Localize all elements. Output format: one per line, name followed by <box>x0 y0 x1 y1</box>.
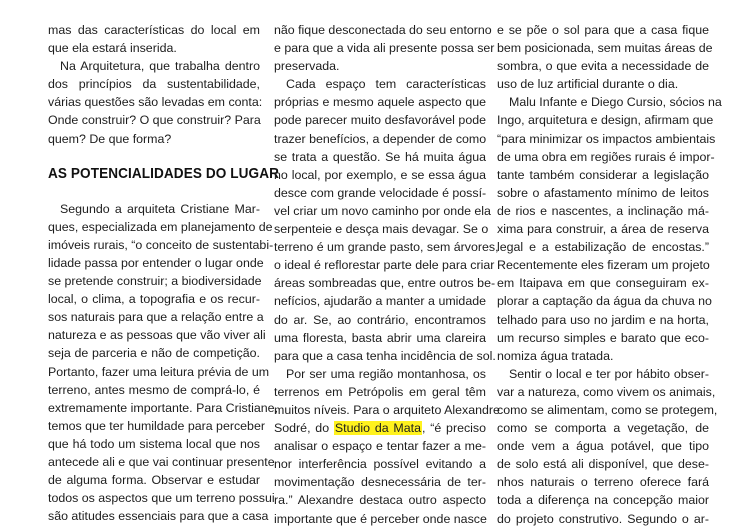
section-spacer <box>48 148 260 162</box>
paragraph <box>48 200 279 526</box>
text-line: natureza e as pessoas que vão viver ali <box>48 328 266 343</box>
text-line: var a natureza, como vivem os animais, <box>497 384 716 399</box>
text-line: se pretende construir; a biodiversidade <box>48 274 262 289</box>
text-line: lidade passa por entender o lugar onde <box>48 255 264 270</box>
text-line: que há todo um sistema local que nos <box>48 436 260 451</box>
text-line: Segundo a arquiteta Cristiane Mar- <box>60 201 260 216</box>
text-line: Cada espaço tem características <box>286 77 486 92</box>
paragraph <box>48 57 263 147</box>
line-text: Sodré, do <box>274 421 334 436</box>
text-line: do ar. Se, ao contrário, encontramos <box>274 312 486 327</box>
text-line: ra.” Alexandre destaca outro aspecto <box>274 493 486 508</box>
text-line: onde vem a água potável, que tipo <box>497 439 709 454</box>
text-line: sos naturais para que a relação entre a <box>48 310 264 325</box>
text-line: de solo está ali disponível, que dese- <box>497 457 709 472</box>
text-line: movimentação desnecessária de ter- <box>274 475 486 490</box>
section-heading: AS POTENCIALIDADES DO LUGAR <box>48 165 279 182</box>
text-line: nomiza água tratada. <box>497 348 614 363</box>
text-line: Na Arquitetura, que trabalha dentro <box>60 59 260 74</box>
text-line: serpenteie e desça mais devagar. Se o <box>274 222 489 237</box>
text-line: dos princípios da sustentabilidade, <box>48 77 260 92</box>
text-line: preservada. <box>274 59 340 74</box>
text-line: toda a diferença na concepção maior <box>497 493 709 508</box>
text-line: importante que é perceber onde nasce <box>274 511 487 526</box>
text-line: Portanto, fazer uma leitura prévia de um <box>48 364 270 379</box>
text-line: Por ser uma região montanhosa, os <box>286 366 486 381</box>
text-line: nhos naturais o terreno oferece fará <box>497 475 709 490</box>
text-line: próprias e mesmo aquele aspecto que <box>274 95 486 110</box>
text-line: telhado para uso no jardim e na horta, <box>497 312 709 327</box>
paragraph <box>497 21 713 93</box>
text-line: mas das características do local em <box>48 23 260 37</box>
text-line: pode parecer muito desfavorável pode <box>274 113 486 128</box>
paragraph <box>497 93 722 364</box>
text-line: como se comporta a vegetação, de <box>497 421 709 436</box>
text-line: uma floresta, basta abrir uma clareira <box>274 330 486 345</box>
text-line: sombra, o que evita a necessidade de <box>497 59 709 74</box>
text-line: de alguma forma. Observar e estudar <box>48 473 260 488</box>
text-line: são atitudes essenciais para que a casa <box>48 509 269 524</box>
text-line: nefícios, ajudarão a manter a umidade <box>274 294 486 309</box>
paragraph <box>274 365 500 528</box>
paragraph <box>48 21 260 57</box>
text-line: que ela estará inserida. <box>48 41 177 56</box>
text-line <box>274 419 486 437</box>
text-line: e se põe o sol para que a casa fique <box>497 23 709 37</box>
text-line: legal e a estabilização de encostas.” <box>497 240 709 255</box>
text-line: temos que ter humildade para perceber <box>48 418 265 433</box>
text-column-1 <box>48 21 279 525</box>
text-line: tante também considerar a legislação <box>497 167 709 182</box>
highlighted-studio-name: Studio da Mata <box>334 421 421 436</box>
text-line: em Itaipava em que conseguiram ex- <box>497 276 709 291</box>
paragraph <box>274 75 499 365</box>
text-line: uso de luz artificial durante o dia. <box>497 77 679 92</box>
text-line: antecede ali e que vai continuar presente <box>48 454 275 469</box>
text-line: terrenos em Petrópolis em geral têm <box>274 384 486 399</box>
text-line: várias questões são levadas em conta: <box>48 95 263 110</box>
text-line: plorar a captação da água da chuva no <box>497 294 712 309</box>
text-line: de rios e nascentes, a inclinação má- <box>497 203 709 218</box>
text-line: trazer benefícios, a depender de como <box>274 131 487 146</box>
text-line: do projeto construtivo. Segundo o ar- <box>497 511 709 526</box>
section-spacer <box>48 186 260 200</box>
text-line: áreas sombreadas que, entre outros be- <box>274 276 496 291</box>
text-line: seja de parceria e não de competição. <box>48 346 260 361</box>
text-line: Onde construir? O que construir? Para <box>48 113 261 128</box>
text-line: um recurso simples e barato que eco- <box>497 330 709 345</box>
text-line: se trata a questão. Se há muita água <box>274 149 486 164</box>
text-line: bem posicionada, sem muitas áreas de <box>497 41 713 56</box>
line-text: , “é preciso <box>421 421 486 436</box>
text-line: Malu Infante e Diego Cursio, sócios na <box>509 95 722 110</box>
text-line: no local, por exemplo, e se essa água <box>274 167 486 182</box>
text-line: xima para construir, a área de reserva <box>497 222 709 237</box>
text-line: de uma obra em regiões rurais é impor- <box>497 149 715 164</box>
paragraph <box>497 365 718 528</box>
text-line: Ingo, arquitetura e design, afirmam que <box>497 113 714 128</box>
text-line: não fique desconectada do seu entorno <box>274 23 492 37</box>
text-line: como se alimentam, como se protegem, <box>497 402 718 417</box>
text-line: local, o clima, a topografia e os recur- <box>48 292 260 307</box>
text-line: todos os aspectos que um terreno possui <box>48 491 275 506</box>
text-line: muitos níveis. Para o arquiteto Alexandre <box>274 402 500 417</box>
text-line: o ideal é reflorestar parte dele para criar <box>274 258 495 273</box>
text-column-2 <box>274 21 500 528</box>
text-line: Sentir o local e ter por hábito obser- <box>509 366 709 381</box>
text-line: nor interferência possível evitando a <box>274 457 486 472</box>
text-line: vel criar um novo caminho por onde ela <box>274 203 491 218</box>
text-column-3 <box>497 21 722 528</box>
text-line: e para que a vida ali presente possa ser <box>274 41 495 56</box>
text-line: para que a casa tenha incidência de sol. <box>274 348 496 363</box>
text-line: imóveis rurais, “o conceito de sustentabi- <box>48 237 274 252</box>
text-line: “para minimizar os impactos ambientais <box>497 131 716 146</box>
text-line: ques, especializada em planejamento de <box>48 219 273 234</box>
text-line: Recentemente eles fizeram um projeto <box>497 258 710 273</box>
text-line: terreno é um grande pasto, sem árvores, <box>274 240 499 255</box>
text-line: sobre o afastamento mínimo de leitos <box>497 185 709 200</box>
text-line: quem? De que forma? <box>48 131 172 146</box>
text-line: extremamente importante. Para Cristiane, <box>48 400 279 415</box>
text-line: analisar o espaço e tentar fazer a me- <box>274 439 486 454</box>
text-line: desce com grande velocidade é possí- <box>274 185 487 200</box>
text-line: terreno, antes mesmo de comprá-lo, é <box>48 382 260 397</box>
paragraph <box>274 21 495 75</box>
